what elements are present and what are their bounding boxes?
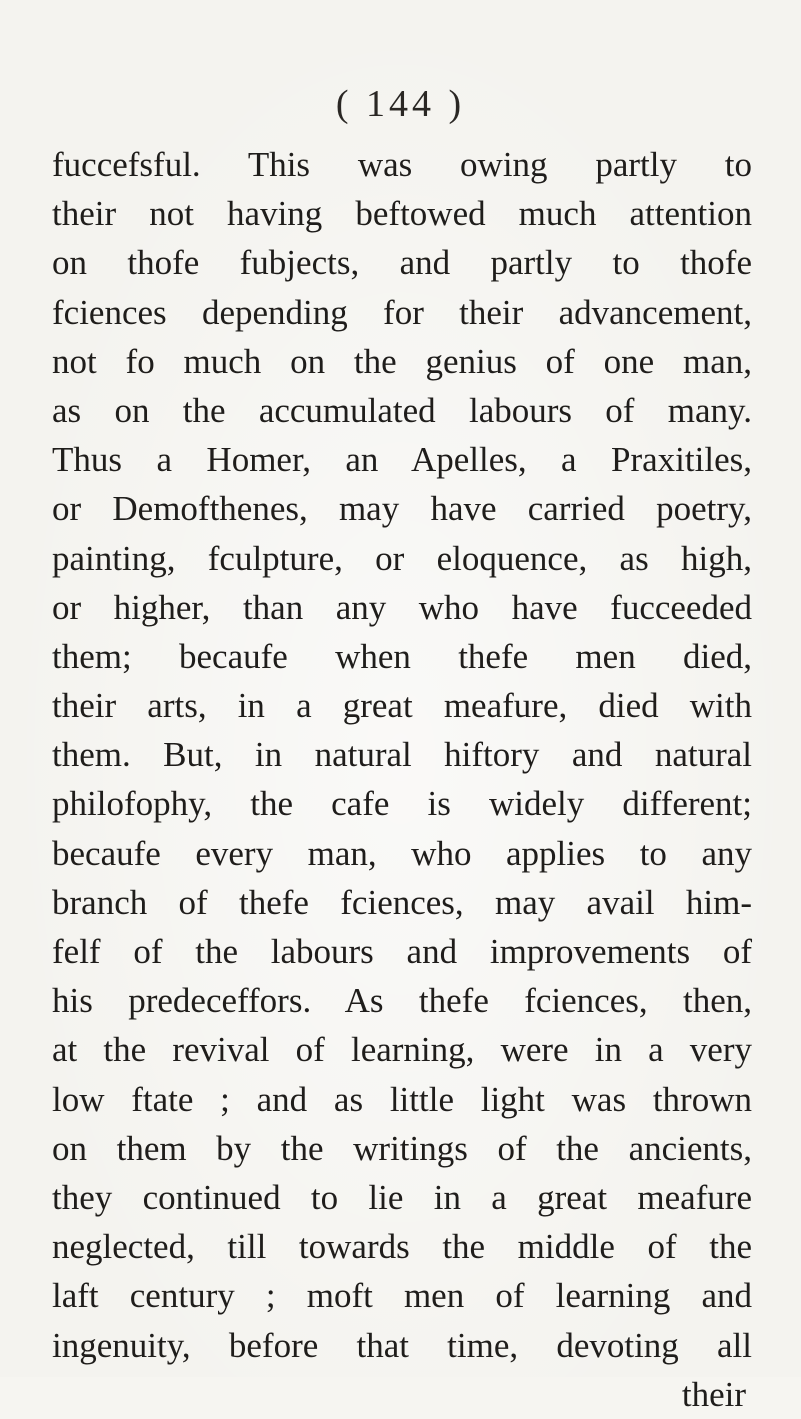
text-line: on thofe fubjects, and partly to thofe [52, 243, 752, 283]
text-line: them. But, in natural hiftory and natural [52, 735, 752, 775]
text-line: philofophy, the cafe is widely different; [52, 784, 752, 824]
text-line: fuccefsful. This was owing partly to [52, 145, 752, 184]
catchword: their [681, 1374, 746, 1414]
text-line: ingenuity, before that time, devoting all [52, 1325, 752, 1365]
text-line: as on the accumulated labours of many. [52, 390, 752, 430]
text-line: his predeceffors. As thefe fciences, then, [52, 981, 752, 1021]
text-line: becaufe every man, who applies to any [52, 833, 752, 873]
text-line: Thus a Homer, an Apelles, a Praxitiles, [52, 440, 752, 480]
text-line: fciences depending for their advancement, [52, 292, 752, 332]
body-text [52, 140, 752, 1419]
text-line: laft century ; moft men of learning and [52, 1276, 752, 1316]
text-line: at the revival of learning, were in a very [52, 1030, 752, 1070]
text-line: them; becaufe when thefe men died, [52, 636, 752, 676]
text-line: low ftate ; and as little light was thrown [52, 1079, 752, 1119]
text-line: painting, fculpture, or eloquence, as high, [52, 538, 752, 578]
text-line: their arts, in a great meafure, died with [52, 686, 752, 726]
text-line: neglected, till towards the middle of the [52, 1227, 752, 1267]
text-line: not fo much on the genius of one man, [52, 341, 752, 381]
page-number: ( 144 ) [335, 83, 466, 125]
text-line: on them by the writings of the ancients, [52, 1128, 752, 1168]
text-line: branch of thefe fciences, may avail him- [52, 882, 752, 922]
text-line: or higher, than any who have fucceeded [52, 587, 752, 627]
text-line: felf of the labours and improvements of [52, 932, 752, 971]
text-line: their not having beftowed much attention [52, 194, 752, 234]
text-line: or Demofthenes, may have carried poetry, [52, 489, 752, 529]
text-line: they continued to lie in a great meafure [52, 1177, 752, 1217]
